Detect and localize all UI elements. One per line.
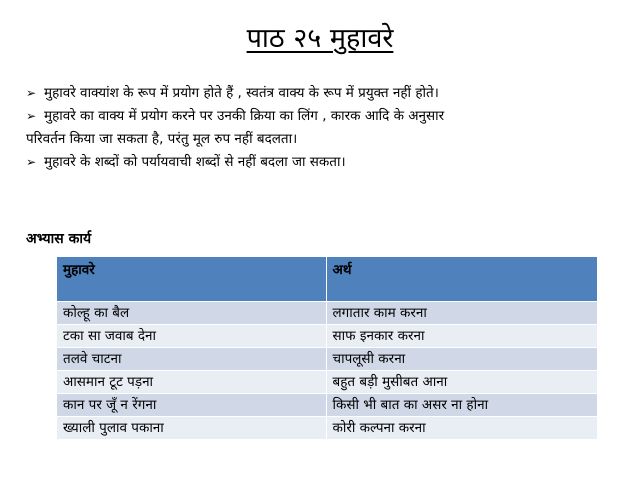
meaning-cell: साफ इनकार करना (326, 325, 598, 348)
table-header-row (57, 257, 598, 302)
page-title (0, 22, 640, 56)
table-row (57, 417, 598, 440)
practice-heading: अभ्यास कार्य (26, 231, 92, 247)
column-header-meaning: अर्थ (326, 257, 598, 302)
idiom-cell: टका सा जवाब देना (57, 325, 327, 348)
meaning-cell: किसी भी बात का असर ना होना (326, 394, 598, 417)
arrow-bullet-icon: ➢ (26, 86, 37, 100)
page-title-text: पाठ २५ मुहावरे (246, 23, 394, 54)
arrow-bullet-icon: ➢ (26, 109, 37, 123)
idiom-cell: कोल्हू का बैल (57, 302, 327, 325)
meaning-cell: चापलूसी करना (326, 348, 598, 371)
table-row (57, 302, 598, 325)
bullet-points (26, 82, 618, 174)
bullet-point-3 (26, 151, 618, 174)
idiom-cell: तलवे चाटना (57, 348, 327, 371)
table-row (57, 325, 598, 348)
bullet-point-1 (26, 82, 618, 105)
bullet-point-text: मुहावरे वाक्यांश के रूप में प्रयोग होते हैं , स्वतंत्र वाक्य के रूप में प्रयुक्त नहीं होते। (44, 85, 439, 101)
bullet-point-text: मुहावरे का वाक्य में प्रयोग करने पर उनकी क्रिया का लिंग , कारक आदि के अनुसार (44, 108, 445, 124)
idiom-cell: कान पर जूँ न रेंगना (57, 394, 327, 417)
bullet-point-continuation: परिवर्तन किया जा सकता है, परंतु मूल रुप नहीं बदलता। (26, 131, 298, 147)
table-row (57, 348, 598, 371)
idioms-table (56, 256, 598, 440)
meaning-cell: कोरी कल्पना करना (326, 417, 598, 440)
idiom-cell: ख्याली पुलाव पकाना (57, 417, 327, 440)
column-header-idiom: मुहावरे (57, 257, 327, 302)
idiom-cell: आसमान टूट पड़ना (57, 371, 327, 394)
table-row (57, 371, 598, 394)
table-row (57, 394, 598, 417)
bullet-point-text: मुहावरे के शब्दों को पर्यायवाची शब्दों से नहीं बदला जा सकता। (44, 154, 346, 170)
bullet-point-2 (26, 105, 618, 151)
arrow-bullet-icon: ➢ (26, 155, 37, 169)
meaning-cell: बहुत बड़ी मुसीबत आना (326, 371, 598, 394)
meaning-cell: लगातार काम करना (326, 302, 598, 325)
